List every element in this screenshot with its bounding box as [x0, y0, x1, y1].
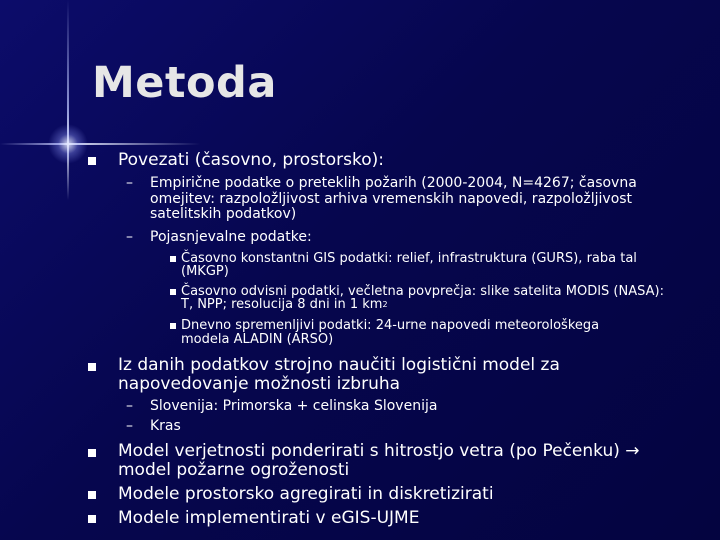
bullet-1-sub-2-item-2-line-1: Časovno odvisni podatki, večletna povprečja: slike satelita MODIS (NASA): — [181, 284, 664, 299]
bullet-1-sub-2-item-3-line-1: Dnevno spremenljivi podatki: 24-urne napovedi meteorološkega — [181, 318, 600, 333]
lens-flare-vertical — [67, 0, 69, 200]
dash-bullet-icon: – — [126, 398, 133, 414]
bullet-1-sub-2-item-1-line-1: Časovno konstantni GIS podatki: relief, infrastruktura (GURS), raba tal — [181, 251, 637, 266]
square-bullet-icon — [88, 515, 96, 523]
bullet-1-text: Povezati (časovno, prostorsko): — [118, 150, 384, 170]
square-bullet-icon — [88, 157, 96, 165]
bullet-1-sub-2-item-1-line-2: (MKGP) — [181, 264, 229, 279]
lens-flare-glow — [48, 124, 88, 164]
dash-bullet-icon: – — [126, 229, 133, 245]
bullet-4-text: Modele prostorsko agregirati in diskretizirati — [118, 484, 494, 504]
square-bullet-icon — [88, 491, 96, 499]
bullet-3-line-1: Model verjetnosti ponderirati s hitrostjo vetra (po Pečenku) → — [118, 441, 640, 461]
bullet-2-line-2: napovedovanje možnosti izbruha — [118, 374, 401, 394]
lens-flare-horizontal — [0, 143, 200, 145]
bullet-1-sub-2-item-3-line-2: modela ALADIN (ARSO) — [181, 332, 334, 347]
slide-title: Metoda — [92, 58, 277, 108]
square-bullet-icon — [170, 289, 176, 295]
bullet-5-text: Modele implementirati v eGIS-UJME — [118, 508, 420, 528]
bullet-2-sub-2: Kras — [150, 418, 181, 434]
dash-bullet-icon: – — [126, 418, 133, 434]
bullet-1-sub-2-item-2-line-2: T, NPP; resolucija 8 dni in 1 $km^2$ — [181, 297, 388, 312]
square-bullet-icon — [170, 256, 176, 262]
square-bullet-icon — [88, 449, 96, 457]
bullet-1-sub-1-line-1: Empirične podatke o preteklih požarih (2000-2004, N=4267; časovna — [150, 175, 637, 191]
bullet-1-sub-2-line-1: Pojasnjevalne podatke: — [150, 229, 312, 245]
dash-bullet-icon: – — [126, 175, 133, 191]
bullet-1-sub-1-line-2: omejitev: razpoložljivost arhiva vremenskih napovedi, razpoložljivost — [150, 191, 633, 207]
bullet-1-sub-1-line-3: satelitskih podatkov) — [150, 206, 297, 222]
bullet-3-line-2: model požarne ogroženosti — [118, 460, 350, 480]
square-bullet-icon — [170, 323, 176, 329]
square-bullet-icon — [88, 363, 96, 371]
bullet-2-line-1: Iz danih podatkov strojno naučiti logistični model za — [118, 355, 560, 375]
bullet-2-sub-1: Slovenija: Primorska + celinska Slovenija — [150, 398, 438, 414]
